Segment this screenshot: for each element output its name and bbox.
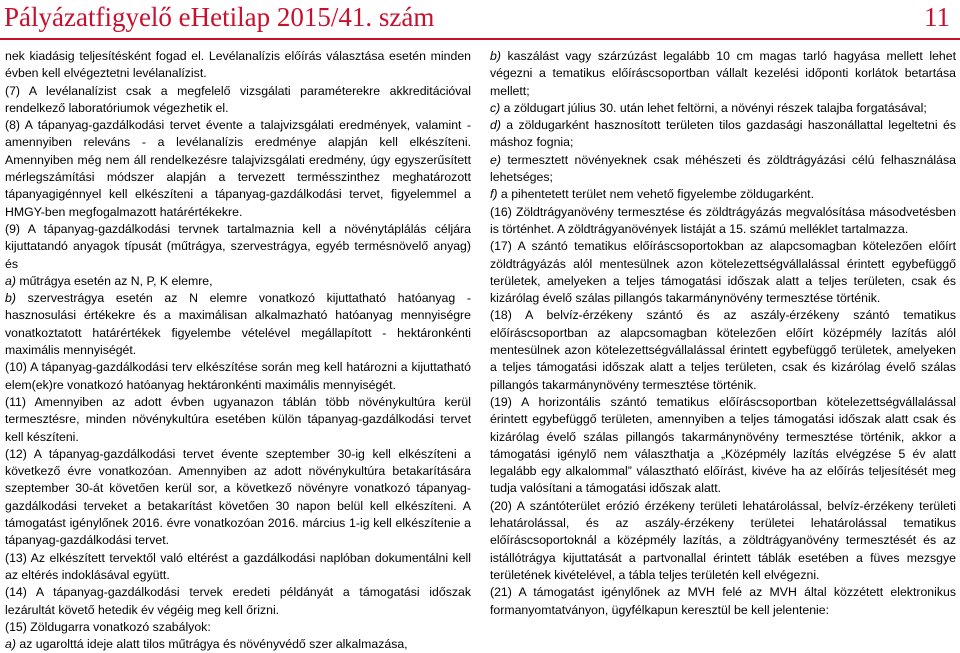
paragraph: (14) A tápanyag-gazdálkodási tervek eredeti példányát a támogatási időszak lezárultát követő hetedik év végéig meg kell őrizni. xyxy=(5,585,471,617)
paragraph: (21) A támogatást igénylőnek az MVH felé az MVH által közzétett elektronikus formanyomtatványon, ügyfélkapun keresztül be kell jelentenie: xyxy=(490,585,956,617)
list-item: f) a pihentetett terület nem vehető figyelembe zöldugarként. xyxy=(490,187,815,202)
paragraph: (10) A tápanyag-gazdálkodási terv elkészítése során meg kell határozni a kijuttatható elem(ek)re vonatkozó hatóanyag hektáronkénti maximális mennyiségét. xyxy=(5,360,471,392)
page-header xyxy=(0,0,960,40)
paragraph: (17) A szántó tematikus előíráscsoportokban az alapcsomagban kötelezően előírt zöldtrágyázás alól mentesülnek azon kötelezettségvállalással érintett egybefüggő területek, amelyeken a teljes támogatási időszak alatt a teljes területen, csak és kizárólag évelő szálas pillangós takarmánynövény termesztése történik. xyxy=(490,239,956,306)
list-marker: a) xyxy=(5,637,16,652)
left-column xyxy=(5,48,471,653)
list-marker: a) xyxy=(5,273,16,288)
list-item: a) műtrágya esetén az N, P, K elemre, xyxy=(5,273,213,288)
list-item: b) kaszálást vagy szárzúzást legalább 10 cm magas tarló hagyása mellett lehet végezni a tematikus előíráscsoportban vállalt kezelési időponti korlátok betartása mellett; xyxy=(490,49,956,98)
paragraph: (16) Zöldtrágyanövény termesztése és zöldtrágyázás megvalósítása másodvetésben is történhet. A zöldtrágyanövények listáját a 15. számú melléklet tartalmazza. xyxy=(490,204,956,236)
paragraph: (9) A tápanyag-gazdálkodási tervnek tartalmaznia kell a növénytáplálás céljára kijuttatandó anyagok típusát (műtrágya, szervestrágya, egyéb termésnövelő anyag) és xyxy=(5,221,471,271)
list-item: e) termesztett növényeknek csak méhészeti és zöldtrágyázási célú felhasználása lehetséges; xyxy=(490,152,956,185)
list-marker: d) xyxy=(490,118,501,133)
right-column xyxy=(490,48,956,619)
paragraph: (12) A tápanyag-gazdálkodási tervet évente szeptember 30-ig kell elkészíteni a következő évre vonatkozóan. Amennyiben az adott növénykultúra betakarítására szeptember 30-át követően kerül sor, a következő növényre vonatkozó tápanyag-gazdálkodási terveket a betakarítást követően 30 napon belül kell elkészíteni. A támogatást igénylőnek 2016. évre vonatkozóan 2016. március 1-ig kell elkészítenie a tápanyag-gazdálkodási tervet. xyxy=(5,446,471,548)
page-number: 11 xyxy=(924,2,950,32)
list-item: a) az ugarolttá ideje alatt tilos műtrágya és növényvédő szer alkalmazása, xyxy=(5,637,408,652)
paragraph: nek kiadásig teljesítésként fogad el. Levélanalízis előírás választása esetén minden évben kell elvégeztetni levélanalízist. xyxy=(5,49,471,81)
list-marker: c) xyxy=(490,100,501,115)
paragraph: (11) Amennyiben az adott évben ugyanazon táblán több növénykultúra kerül termesztésre, minden növénykultúra esetében külön tápanyag-gazdálkodási tervet kell készíteni. xyxy=(5,394,471,444)
paragraph: (7) A levélanalízist csak a megfelelő vizsgálati paraméterekre akkreditációval rendelkező laboratóriumok végezhetik el. xyxy=(5,83,471,115)
paragraph: (18) A belvíz-érzékeny szántó és az aszály-érzékeny szántó tematikus előíráscsoportban az alapcsomagban kötelezően előírt középmély lazítás alól mentesülnek azon kötelezettségvállalással érintett egybefüggő területek, amelyeken a teljes támogatási időszak alatt a teljes területen, csak és kizárólag évelő szálas pillangós takarmánynövény termesztése történik. xyxy=(490,308,956,392)
list-item: d) a zöldugarként hasznosított területen tilos gazdasági haszonállattal legeltetni és máshoz fognia; xyxy=(490,118,956,150)
list-marker: b) xyxy=(5,291,16,306)
paragraph: (20) A szántóterület erózió érzékeny területi lehatárolással, belvíz-érzékeny területi lehatárolással, és az aszály-érzékeny területei lehatárolással tematikus előíráscsoportoknál a középmély lazítás, a zöldtrágyanövény termesztését és az istállótrágya kijuttatását a partvonallal érintett táblák esetében a füves mezsgye területének kivételével, a tábla teljes területén kell elvégezni. xyxy=(490,498,956,582)
list-marker: e) xyxy=(490,152,501,167)
paragraph: (13) Az elkészített tervektől való eltérést a gazdálkodási naplóban dokumentálni kell az eltérés indoklásával együtt. xyxy=(5,550,471,582)
list-marker: f) xyxy=(490,187,498,202)
paragraph: (8) A tápanyag-gazdálkodási tervet évente a talajvizsgálati eredmények, valamint - amennyiben releváns - a levélanalízis eredménye alapján kell elkészíteni. Amennyiben még nem áll rendelkezésre talajvizsgálati eredmény, úgy egyszerűsített mérlegszámítási módszer alapján a tervezett termésszinthez meghatározott tápanyagigénnyel kell elkészíteni a tápanyag-gazdálkodási tervet, figyelemmel a HMGY-ben megfogalmazott határértékekre. xyxy=(5,118,471,219)
list-item: b) szervestrágya esetén az N elemre vonatkozó kijuttatható hatóanyag - hasznosulási értékekre és a maximálisan alkalmazható hatóanyag mennyiségre vonatkoztatott határértékek figyelembe vételével megállapított - hektáronkénti maximális mennyiségét. xyxy=(5,291,471,358)
publication-title: Pályázatfigyelő eHetilap 2015/41. szám xyxy=(4,2,435,32)
header-rule xyxy=(0,38,960,40)
list-marker: b) xyxy=(490,49,501,63)
list-item: c) a zöldugart július 30. után lehet feltörni, a növényi részek talajba forgatásával; xyxy=(490,100,927,115)
paragraph: (15) Zöldugarra vonatkozó szabályok: xyxy=(5,619,211,634)
paragraph: (19) A horizontális szántó tematikus előíráscsoportban kötelezettségvállalással érintett egybefüggő területen, amennyiben a teljes támogatási időszak alatt csak és kizárólag évelő szálas pillangós takarmánynövény termesztése történik, akkor a támogatási igénylő nem választhatja a „Középmély lazítás elvégzése 5 év alatt legalább egy alkalommal” választható előírást, kivéve ha az előírás teljesítését meg tudja valósítani a támogatási időszak alatt. xyxy=(490,394,956,496)
